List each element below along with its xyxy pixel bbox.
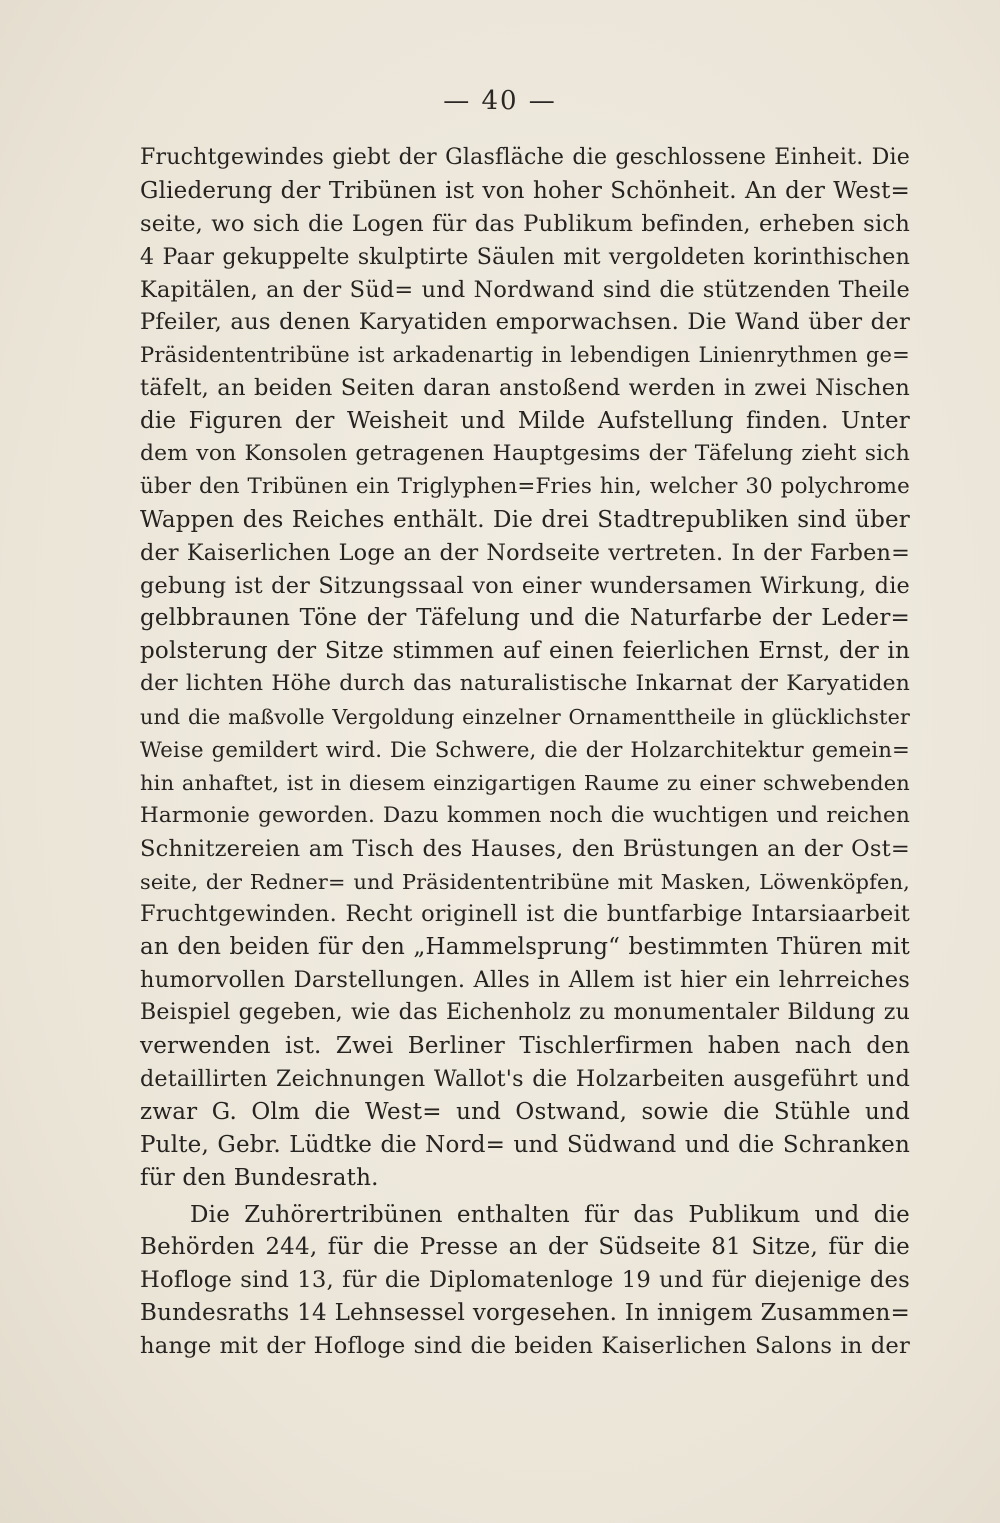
text-line: über den Tribünen ein Triglyphen=Fries hin, welcher 30 polychrome	[140, 473, 910, 499]
paragraph	[140, 1199, 910, 1363]
text-line: Harmonie geworden. Dazu kommen noch die wuchtigen und reichen	[140, 802, 910, 828]
text-line: hin anhaftet, ist in diesem einzigartigen Raume zu einer schwebenden	[140, 770, 910, 795]
text-line: Wappen des Reiches enthält. Die drei Stadtrepubliken sind über	[140, 506, 910, 533]
text-line: gelbbraunen Töne der Täfelung und die Naturfarbe der Leder=	[140, 605, 910, 632]
text-line: Behörden 244, für die Presse an der Südseite 81 Sitze, für die	[140, 1234, 910, 1261]
text-line: Schnitzereien am Tisch des Hauses, den Brüstungen an der Ost=	[140, 835, 910, 862]
text-line: seite, wo sich die Logen für das Publikum befinden, erheben sich	[140, 210, 910, 237]
text-line: für den Bundesrath.	[140, 1164, 379, 1191]
text-line: Die Zuhörertribünen enthalten für das Publikum und die	[190, 1201, 910, 1228]
text-line: polsterung der Sitze stimmen auf einen feierlichen Ernst, der in	[140, 638, 910, 665]
text-line: die Figuren der Weisheit und Milde Aufstellung finden. Unter	[140, 408, 910, 435]
text-line: Beispiel gegeben, wie das Eichenholz zu monumentaler Bildung zu	[140, 1000, 910, 1026]
text-line: Hofloge sind 13, für die Diplomatenloge 19 und für diejenige des	[140, 1267, 910, 1294]
text-line: zwar G. Olm die West= und Ostwand, sowie die Stühle und	[140, 1098, 910, 1125]
text-line: humorvollen Darstellungen. Alles in Allem ist hier ein lehrreiches	[140, 967, 910, 994]
text-line: der lichten Höhe durch das naturalistische Inkarnat der Karyatiden	[140, 671, 910, 697]
text-line: Fruchtgewindes giebt der Glasfläche die geschlossene Einheit. Die	[140, 145, 910, 170]
text-line: Präsidententribüne ist arkadenartig in lebendigen Linienrythmen ge=	[140, 342, 910, 368]
text-line: seite, der Redner= und Präsidententribüne mit Masken, Löwenköpfen,	[140, 869, 910, 894]
text-line: an den beiden für den „Hammelsprung“ bestimmten Thüren mit	[140, 934, 910, 961]
text-line: Bundesraths 14 Lehnsessel vorgesehen. In innigem Zusammen=	[140, 1300, 910, 1327]
text-line: der Kaiserlichen Loge an der Nordseite vertreten. In der Farben=	[140, 539, 910, 566]
text-line: Weise gemildert wird. Die Schwere, die der Holzarchitektur gemein=	[140, 737, 910, 763]
text-line: verwenden ist. Zwei Berliner Tischlerfirmen haben nach den	[140, 1033, 910, 1060]
text-line: Gliederung der Tribünen ist von hoher Schönheit. An der West=	[140, 177, 910, 204]
text-line: Kapitälen, an der Süd= und Nordwand sind die stützenden Theile	[140, 276, 910, 303]
text-line: dem von Konsolen getragenen Hauptgesims der Täfelung zieht sich	[140, 441, 910, 467]
text-line: Fruchtgewinden. Recht originell ist die buntfarbige Intarsiaarbeit	[140, 901, 910, 928]
text-line: hange mit der Hofloge sind die beiden Kaiserlichen Salons in der	[140, 1333, 910, 1360]
text-line: 4 Paar gekuppelte skulptirte Säulen mit vergoldeten korinthischen	[140, 243, 910, 270]
page-number: — 40 —	[443, 86, 557, 116]
text-line: Pfeiler, aus denen Karyatiden emporwachsen. Die Wand über der	[140, 309, 910, 336]
text-line: und die maßvolle Vergoldung einzelner Ornamenttheile in glücklichster	[140, 705, 910, 730]
text-line: gebung ist der Sitzungssaal von einer wundersamen Wirkung, die	[140, 572, 910, 599]
body-text	[140, 142, 910, 1363]
text-line: Pulte, Gebr. Lüdtke die Nord= und Südwand und die Schranken	[140, 1131, 910, 1158]
text-line: täfelt, an beiden Seiten daran anstoßend werden in zwei Nischen	[140, 375, 910, 402]
text-line: detaillirten Zeichnungen Wallot's die Holzarbeiten ausgeführt und	[140, 1065, 910, 1092]
paragraph	[140, 142, 910, 1195]
